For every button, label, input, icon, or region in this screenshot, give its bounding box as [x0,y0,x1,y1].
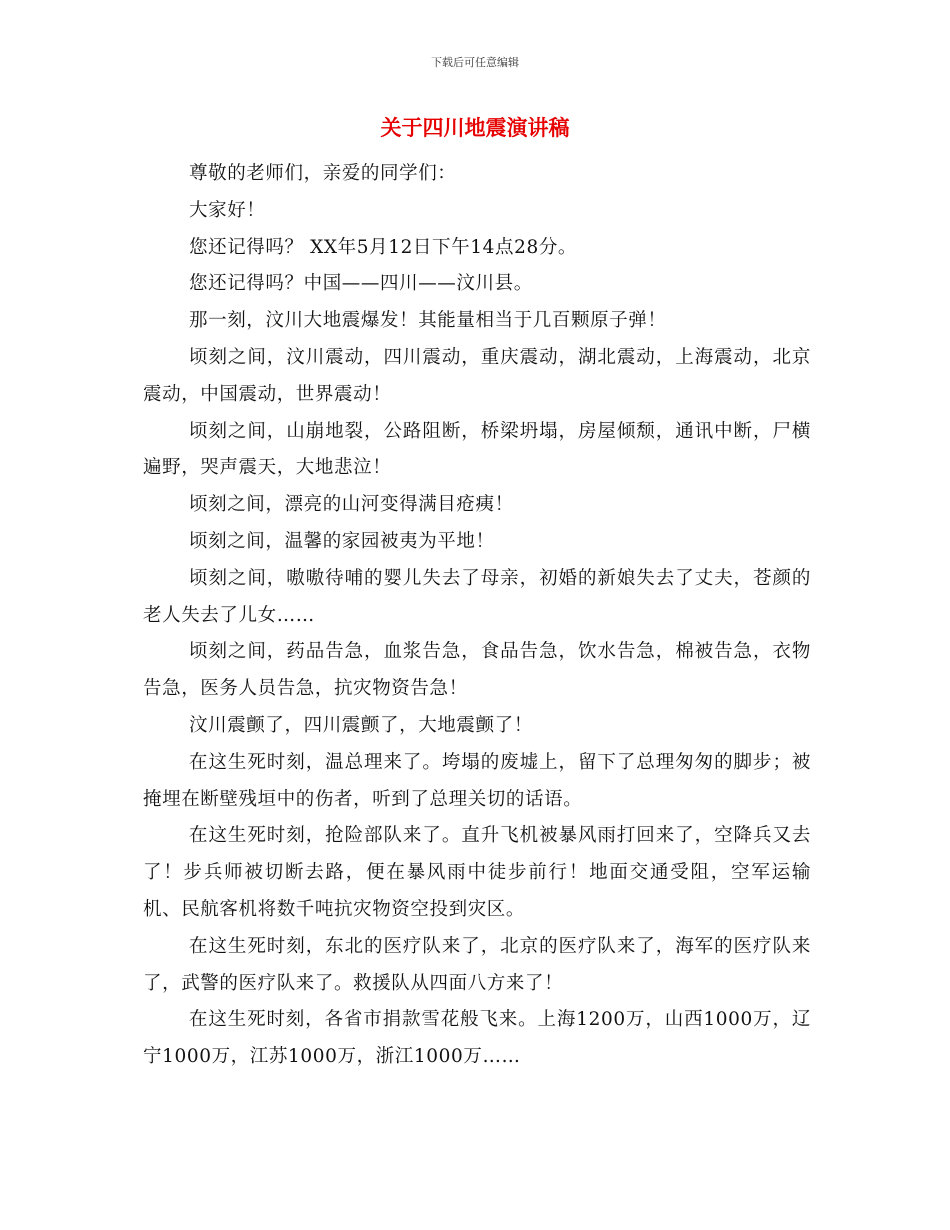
paragraph: 大家好！ [189,199,266,221]
page-header: 下载后可任意编辑 [431,56,519,69]
paragraph: 顷刻之间，嗷嗷待哺的婴儿失去了母亲，初婚的新娘失去了丈夫，苍颜的老人失去了儿女…… [143,567,811,626]
paragraph: 汶川震颤了，四川震颤了，大地震颤了！ [189,714,533,736]
paragraph: 在这生死时刻，温总理来了。垮塌的废墟上，留下了总理匆匆的脚步；被掩埋在断壁残垣中的伤者，听到了总理关切的话语。 [143,751,811,810]
paragraph: 尊敬的老师们，亲爱的同学们： [189,163,457,184]
paragraph: 顷刻之间，药品告急，血浆告急，食品告急，饮水告急，棉被告急，衣物告急，医务人员告急，抗灾物资告急！ [143,641,811,700]
paragraph: 顷刻之间，漂亮的山河变得满目疮痍！ [189,494,514,516]
paragraph: 在这生死时刻，抢险部队来了。直升飞机被暴风雨打回来了，空降兵又去了！步兵师被切断去路，便在暴风雨中徒步前行！地面交通受阻，空军运输机、民航客机将数千吨抗灾物资空投到灾区。 [143,825,811,920]
document-body [143,156,811,1076]
paragraph: 顷刻之间，山崩地裂，公路阻断，桥梁坍塌，房屋倾颓，通讯中断，尸横遍野，哭声震天，大地悲泣！ [143,420,811,479]
paragraph: 您还记得吗？中国——四川——汶川县。 [189,273,533,295]
paragraph: 顷刻之间，汶川震动，四川震动，重庆震动，湖北震动，上海震动，北京震动，中国震动，世界震动！ [143,346,811,405]
paragraph: 顷刻之间，温馨的家园被夷为平地！ [189,530,495,552]
paragraph: 那一刻，汶川大地震爆发！其能量相当于几百颗原子弹！ [189,310,667,332]
paragraph: 在这生死时刻，东北的医疗队来了，北京的医疗队来了，海军的医疗队来了，武警的医疗队来了。救援队从四面八方来了！ [143,935,811,994]
paragraph: 在这生死时刻，各省市捐款雪花般飞来。上海1200万，山西1000万，辽宁1000万，江苏1000万，浙江1000万…… [143,1009,811,1068]
document-title: 关于四川地震演讲稿 [380,116,570,140]
paragraph: 您还记得吗？ XX年5月12日下午14点28分。 [189,236,578,258]
